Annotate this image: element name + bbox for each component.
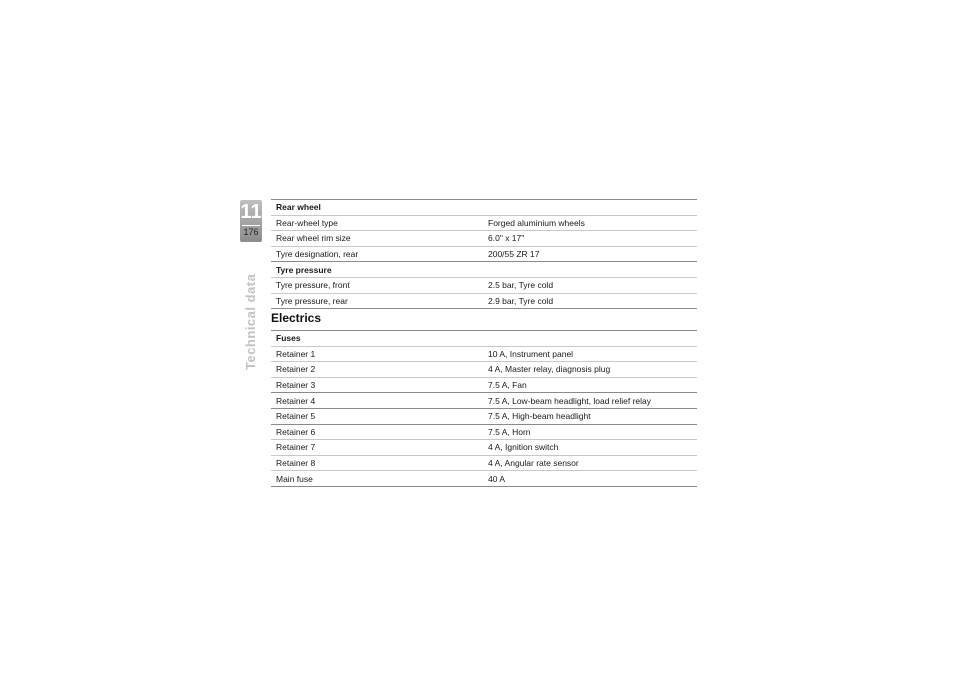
row-label: Retainer 5 [276, 411, 316, 422]
heading-label: Rear wheel [276, 202, 321, 213]
row-value: 6.0" x 17" [488, 233, 525, 244]
row-label: Retainer 3 [276, 380, 316, 391]
row-value: 7.5 A, Low-beam headlight, load relief relay [488, 395, 652, 406]
table-row [271, 247, 697, 263]
table-row [271, 456, 697, 472]
row-value: 7.5 A, Horn [488, 426, 531, 437]
row-label: Rear wheel rim size [276, 233, 351, 244]
row-label: Retainer 1 [276, 348, 316, 359]
row-label: Tyre pressure, rear [276, 295, 348, 306]
row-label: Tyre designation, rear [276, 249, 359, 260]
row-label: Retainer 7 [276, 442, 316, 453]
row-label: Retainer 4 [276, 395, 316, 406]
table-heading-rear-wheel [271, 199, 697, 216]
chapter-title: Technical data [243, 273, 258, 370]
table-row [271, 425, 697, 441]
chapter-number: 11 [240, 201, 262, 223]
row-label: Retainer 8 [276, 458, 316, 469]
heading-label: Fuses [276, 333, 301, 344]
table-row [271, 409, 697, 425]
row-label: Retainer 2 [276, 364, 316, 375]
section-heading-electrics: Electrics [271, 311, 322, 325]
table-row [271, 231, 697, 247]
fuses-table [271, 330, 697, 487]
row-value: Forged aluminium wheels [488, 217, 585, 228]
row-value: 10 A, Instrument panel [488, 348, 574, 359]
row-value: 4 A, Ignition switch [488, 442, 559, 453]
row-value: 200/55 ZR 17 [488, 249, 540, 260]
row-value: 2.9 bar, Tyre cold [488, 295, 554, 306]
table-row [271, 278, 697, 294]
row-value: 7.5 A, Fan [488, 380, 527, 391]
row-value: 4 A, Angular rate sensor [488, 458, 579, 469]
table-row [271, 378, 697, 394]
row-label: Rear-wheel type [276, 217, 338, 228]
table-row [271, 440, 697, 456]
row-value: 4 A, Master relay, diagnosis plug [488, 364, 611, 375]
row-label: Main fuse [276, 473, 313, 484]
rear-wheel-table [271, 199, 697, 309]
table-row [271, 294, 697, 310]
table-row [271, 362, 697, 378]
table-row [271, 347, 697, 363]
heading-label: Tyre pressure [276, 264, 332, 275]
table-row [271, 471, 697, 487]
table-heading-tyre-pressure [271, 262, 697, 278]
row-value: 40 A [488, 473, 506, 484]
table-row [271, 393, 697, 409]
chapter-badge [240, 200, 262, 242]
row-label: Retainer 6 [276, 426, 316, 437]
row-value: 2.5 bar, Tyre cold [488, 280, 554, 291]
badge-divider [242, 225, 260, 226]
row-value: 7.5 A, High-beam headlight [488, 411, 591, 422]
table-heading-fuses [271, 330, 697, 347]
table-row [271, 216, 697, 232]
row-label: Tyre pressure, front [276, 280, 350, 291]
page-number: 176 [243, 227, 259, 237]
